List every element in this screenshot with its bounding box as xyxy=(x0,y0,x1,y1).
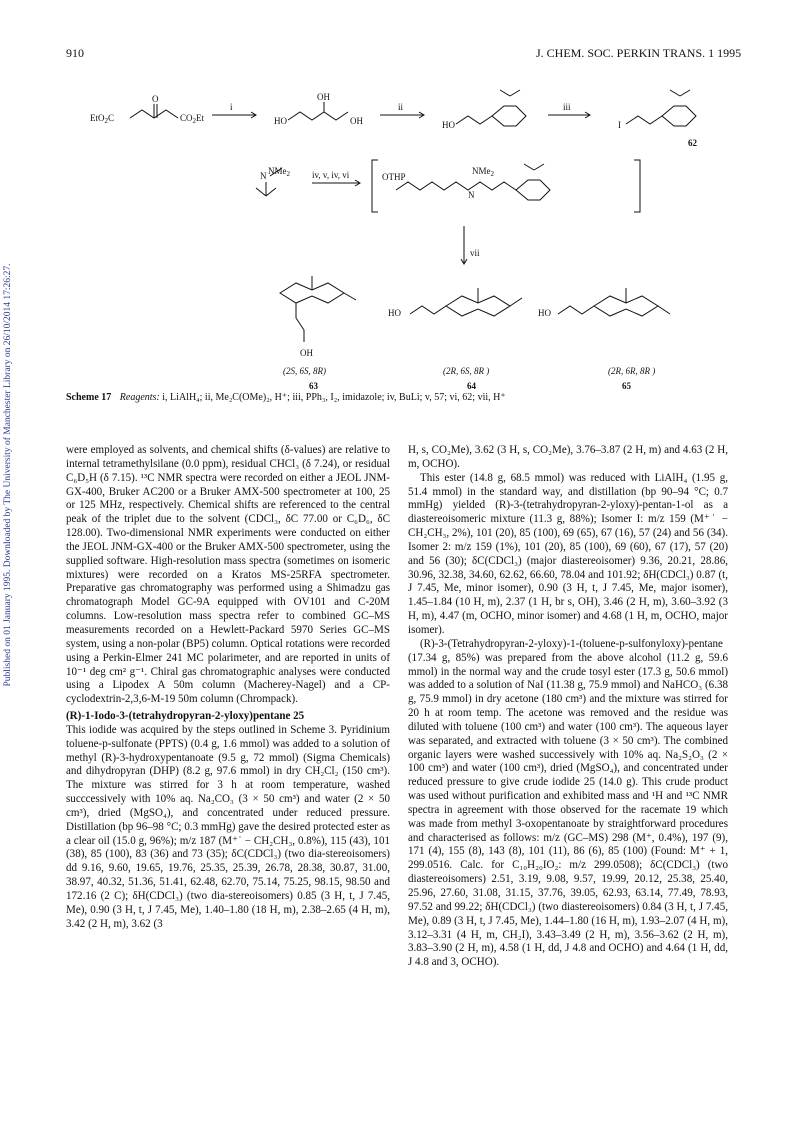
c63-stereo: (2S, 6S, 8R) xyxy=(283,366,326,376)
reduction-paragraph: This ester (14.8 g, 68.5 mmol) was reduced with LiAlH₄ (1.95 g, 51.4 mmol) in the standard way, and distillation (bp 90–94 °C; 0.7 mmHg) yielded (R)-3-(tetrahydropyran-2-yloxy)-pentan-1-ol as a diastereoisomeric mixture (11.3 g, 88%); Isomer I: m/z 159 (M⁺˙ − CH₂CH₃, 2%), 101 (20), 85 (100), 69 (65), 67 (16), 57 (24) and 56 (34). Isomer 2: m/z 159 (1%), 101 (20), 85 (100), 69 (60), 67 (17), 57 (20) and 56 (30); δC(CDCl₃) (major diastereoisomer) 9.36, 20.21, 28.86, 30.96, 32.38, 34.60, 62.62, 66.60, 78.04 and 101.92; δH(CDCl₃) 0.87 (t, J 7.45, Me, minor isomer), 0.90 (3 H, t, J 7.45, Me, major isomer), 1.45–1.84 (10 H, m), 2.37 (1 H, br s, OH), 3.46 (2 H, m), 3.60–3.92 (3 H, m), 4.47 (m, OCHO, minor isomer) and 4.68 (1 H, m, OCHO, major isomer). xyxy=(408,471,728,636)
experimental-paragraph: were employed as solvents, and chemical shifts (δ-values) are relative to internal tetramethylsilane (0.0 ppm), residual CHCl₃ (δ 7.24), or residual C₆D₅H (δ 7.15). ¹³C NMR spectra were recorded on either a JEOL JNM-GX-400, Bruker AC200 or a Bruker AMX-500 spectrometer at 100, 25 or 125 MHz, respectively. Chemical shifts are referenced to the central peak of the triplet due to the solvent (CDCl₃, δC 77.00 or C₆D₆, δC 128.00). Two-dimensional NMR experiments were conducted on either the JEOL JNM-GX-400 or the Bruker AMX-500 spectrometer, using the supplied software. High-resolution mass spectra (sometimes on isomeric mixtures) were recorded on a Kratos MS-25RFA spectrometer. Preparative gas chromatography was performed using a Shimadzu gas chromatograph Model GC-9A equipped with OV101 and C-20M columns. Low-resolution mass spectra refer to combined GC–MS measurements recorded on a Hewlett-Packard 5970 Series GC–MS system, using a non-polar (BP5) column. Optical rotations were recorded using a Perkin-Elmer 241 MC polarimeter, and are reported in units of 10⁻¹ deg cm² g⁻¹. Chiral gas chromatographic analyses were conducted using a Lipodex A 50m column (Macherey-Nagel) and a CP-cyclodextrin-2,3,6-M-19 50m column (Chrompack). xyxy=(66,444,390,706)
diester-left-label: EtO$_2$C xyxy=(90,113,115,125)
reagent-iii: iii xyxy=(563,102,571,112)
tosylate-paragraph: (R)-3-(Tetrahydropyran-2-yloxy)-1-(toluene-p-sulfonyloxy)-pentane (17.34 g, 85%) was prepared from the above alcohol (11.2 g, 59.6 mmol) in the normal way and the crude tosyl ester (17.3 g, 50.6 mmol) was added to a solution of NaI (11.38 g, 75.9 mmol) and NaHCO₃ (6.38 g, 75.9 mmol) in dry acetone (180 cm³) and the mixture was stirred for 20 h at room temp. The acetone was removed and the residue was diluted with toluene (100 cm³) and water (100 cm³). The aqueous layer was separated, and extracted with toluene (3 × 50 cm³). The combined organic layers were washed successively with 10% aq. Na₂S₂O₃ (2 × 100 cm³) and water (100 cm³), dried (MgSO₄), and concentrated under reduced pressure to give crude iodide 25 (14.0 g). This crude product was used without purification and exhibited mass and ¹H and ¹³C NMR spectra in agreement with those observed for the racemate 19 which was made from methyl 3-oxopentanoate by straightforward procedures and characterised as follows: m/z (GC–MS) 298 (M⁺, 0.4%), 197 (9), 171 (4), 155 (8), 143 (8), 101 (11), 86 (6), 85 (100) (Found: M⁺ + 1, 299.0516. Calc. for C₁₀H₂₀IO₂: m/z 299.0508); δC(CDCl₃) (two diastereoisomers) 2.51, 3.19, 9.08, 9.57, 19.99, 20.12, 25.38, 25.40, 25.96, 27.60, 31.08, 31.15, 37.76, 39.05, 62.93, 63.14, 77.49, 78.93, 97.52 and 99.22; δH(CDCl₃) (two diastereoisomers) 0.84 (3 H, t, J 7.45, Me), 0.89 (3 H, t, J 7.45, Me), 1.44–1.80 (16 H, m), 1.93–2.07 (4 H, m), 3.12–3.31 (4 H, m, CH₂I), 3.43–3.49 (2 H, m), 3.56–3.62 (2 H, m), 3.83–3.90 (2 H, m), 4.58 (1 H, dd, J 4.8 and OCHO) and 4.64 (1 H, dd, J 4.8 and 3, OCHO). xyxy=(408,637,728,969)
caption-reagents: Reagents: xyxy=(119,392,160,403)
section-heading-25: (R)-1-Iodo-3-(tetrahydropyran-2-yloxy)pentane 25 xyxy=(66,710,305,723)
scheme-caption xyxy=(66,392,506,403)
c64-stereo: (2R, 6S, 8R ) xyxy=(443,366,490,376)
triol-oh-top: OH xyxy=(317,92,330,102)
triol-chain xyxy=(288,112,348,120)
compound-63: 63 xyxy=(309,381,318,391)
c65-ho: HO xyxy=(538,308,551,318)
reagent-i: i xyxy=(230,102,233,112)
intermediate-chain xyxy=(396,182,516,190)
acetonide-ho: HO xyxy=(442,120,455,130)
spiroketal-63 xyxy=(280,276,356,342)
hydrazone-nme2: NMe$_2$ xyxy=(268,166,290,178)
left-column xyxy=(66,444,390,932)
iodo-label: I xyxy=(618,120,621,130)
caption-label: Scheme 17 xyxy=(66,392,112,403)
intermediate-n: N xyxy=(468,190,475,200)
reagent-vii: vii xyxy=(470,248,480,258)
c63-oh: OH xyxy=(300,348,313,358)
c65-stereo: (2R, 6R, 8R ) xyxy=(608,366,656,376)
ester-continuation: H, s, CO₂Me), 3.62 (3 H, s, CO₂Me), 3.76–3.87 (2 H, m) and 4.63 (2 H, m, OCHO). xyxy=(408,444,728,470)
triol-oh-end: OH xyxy=(350,116,363,126)
right-column xyxy=(408,444,728,970)
hydrazone-n: N xyxy=(260,171,267,181)
iodide-paragraph: This iodide was acquired by the steps outlined in Scheme 3. Pyridinium toluene-p-sulfonate (PPTS) (0.4 g, 1.6 mmol) was added to a solution of methyl (R)-3-hydroxypentanoate (9.5 g, 72 mmol) (Sigma Chemicals) and dihydropyran (DHP) (8.2 g, 97.6 mmol) in dry CH₂Cl₂ (150 cm³). The mixture was stirred for 3 h at room temperature, washed succcessively with 10% aq. Na₂CO₃ (3 × 50 cm³) and water (2 × 50 cm³), dried (MgSO₄), and concentrated under reduced pressure. Distillation (bp 96–98 °C; 0.3 mmHg) gave the desired protected ester as a clear oil (15.0 g, 96%); m/z 187 (M⁺˙ − CH₂CH₃, 0.8%), 115 (43), 101 (38), 85 (100), 83 (36) and 73 (35); δC(CDCl₃) (two dia-stereoisomers) dd 9.16, 9.60, 19.65, 19.76, 25.35, 25.39, 26.78, 28.38, 30.87, 31.00, 38.97, 40.32, 51.36, 51.41, 62.48, 62.70, 75.14, 75.25, 98.15, 98.50 and 172.16 (2 C); δH(CDCl₃) (two dia-stereoisomers) 0.85 (3 H, t, J 7.45, Me), 0.90 (3 H, t, J 7.45, Me), 1.40–1.80 (18 H, m), 2.38–2.65 (4 H, m), 3.42 (2 H, m), 3.62 (3 xyxy=(66,723,390,930)
scheme-17 xyxy=(60,78,740,378)
diester-right-label: $CO_2Et$ xyxy=(180,113,205,125)
journal-header: J. CHEM. SOC. PERKIN TRANS. 1 1995 xyxy=(536,46,742,60)
c64-ho: HO xyxy=(388,308,401,318)
compound-62: 62 xyxy=(688,138,697,148)
othp-label: OTHP xyxy=(382,172,406,182)
download-notice: Published on 01 January 1995. Downloaded by The University of Manchester Library on 26/10/2014 17:26:27. xyxy=(3,263,13,687)
compound-65: 65 xyxy=(622,381,631,391)
caption-text: i, LiAlH₄; ii, Me₂C(OMe)₂, H⁺; iii, PPh₃, I₂, imidazole; iv, BuLi; v, 57; vi, 62; vii, H⁺ xyxy=(162,392,506,403)
triol-ho: HO xyxy=(274,116,287,126)
intermediate-nme2: NMe$_2$ xyxy=(472,166,494,178)
compound-64: 64 xyxy=(467,381,476,391)
reagent-row2: iv, v, iv, vi xyxy=(312,170,350,180)
spiroketal-64 xyxy=(410,288,522,316)
spiroketal-65 xyxy=(558,288,670,316)
dioxane-ring xyxy=(492,106,526,126)
reagent-ii: ii xyxy=(398,102,404,112)
keto-o: O xyxy=(152,94,159,104)
page-number: 910 xyxy=(66,46,84,60)
